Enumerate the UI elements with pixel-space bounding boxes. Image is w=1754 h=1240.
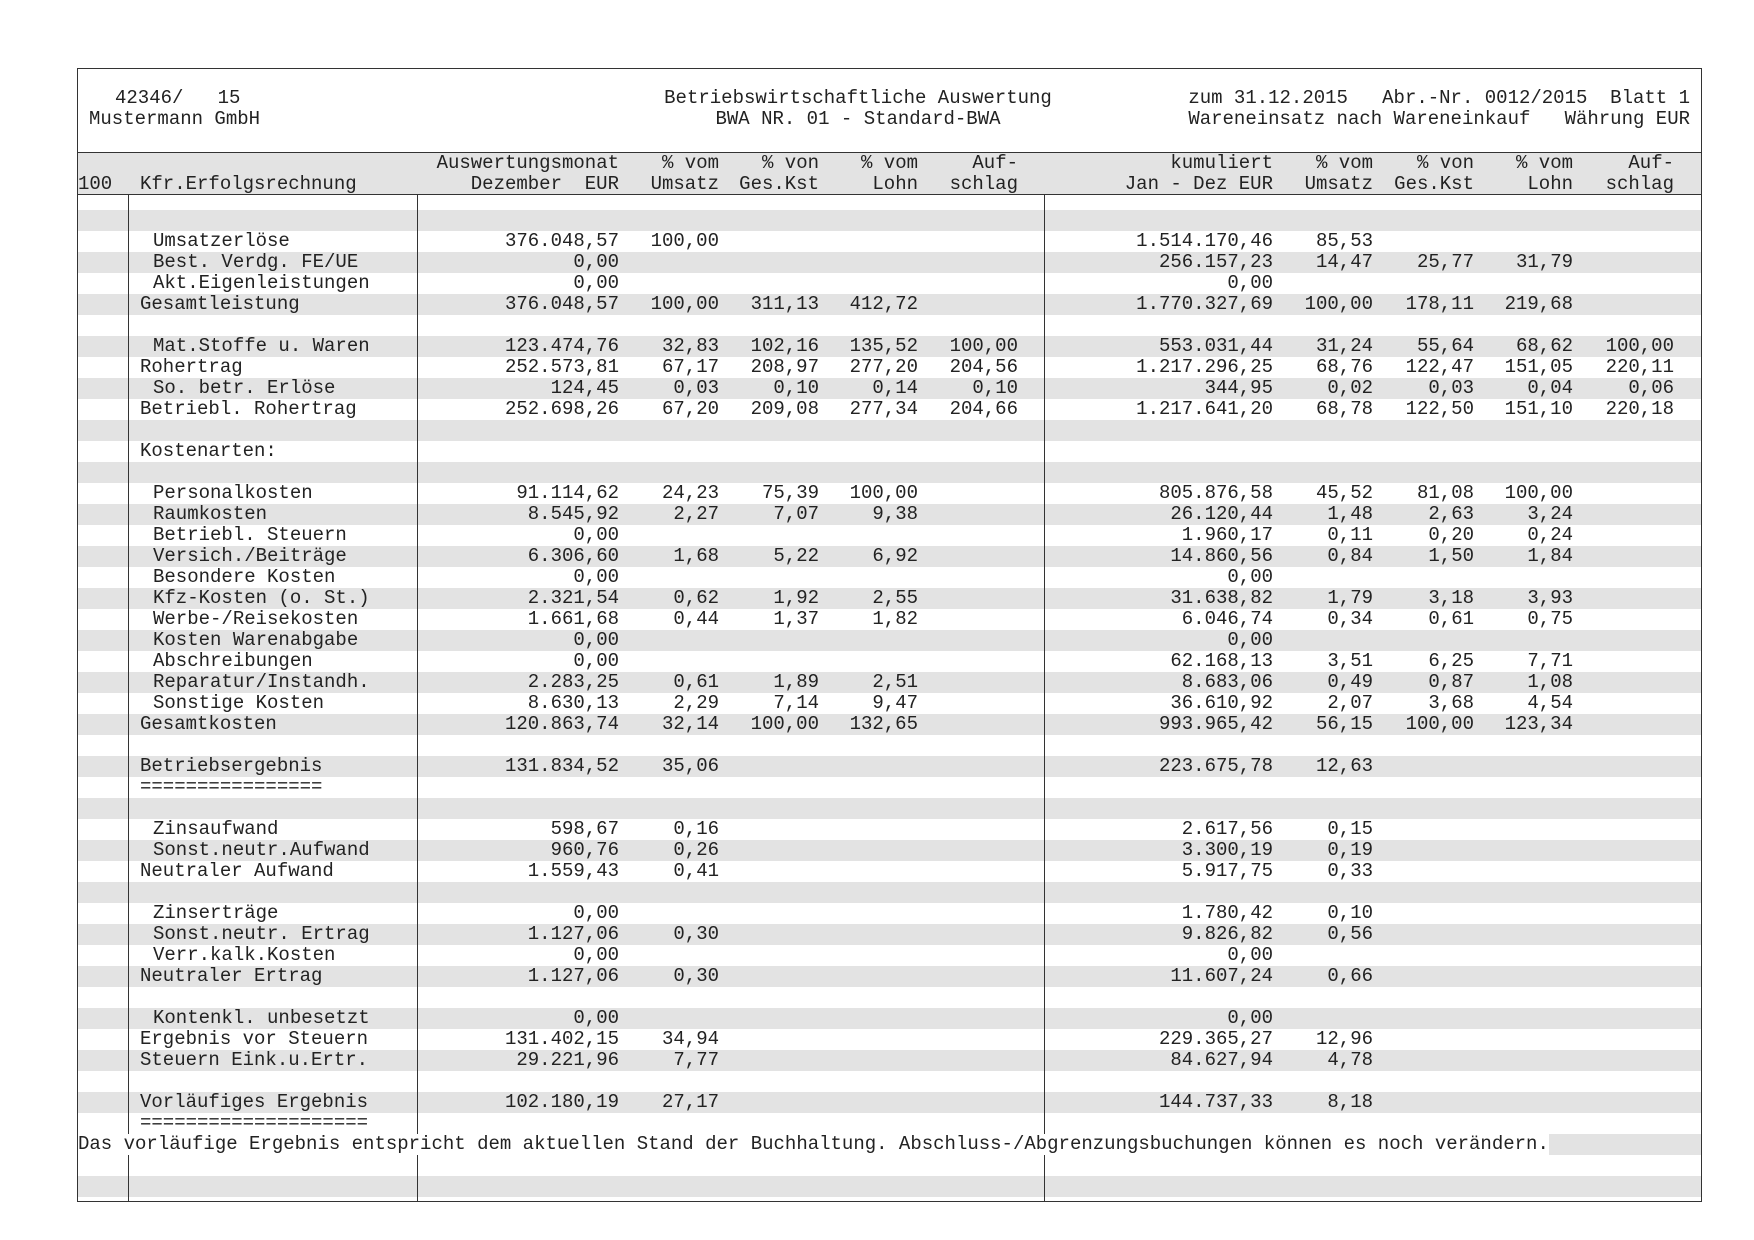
column-header: % vom	[1315, 152, 1373, 174]
report-header	[78, 69, 1701, 153]
month-value: 0,00	[573, 251, 619, 273]
row-label: Kostenarten:	[140, 440, 277, 462]
row-label: Werbe-/Reisekosten	[153, 608, 359, 630]
month-value: 0,00	[573, 1007, 619, 1029]
row-label: Raumkosten	[153, 503, 268, 525]
footnote: Das vorläufige Ergebnis entspricht dem aktuellen Stand der Buchhaltung. Abschluss-/Abgrenzungsbuchungen können es noch verändern.	[78, 1133, 1549, 1155]
month-value: 204,56	[949, 356, 1018, 378]
month-value: 252.573,81	[504, 356, 619, 378]
row-label: Zinserträge	[153, 902, 279, 924]
month-value: 131.834,52	[504, 755, 619, 777]
cumulative-value: 219,68	[1504, 293, 1573, 315]
month-value: 208,97	[750, 356, 819, 378]
cumulative-value: 220,11	[1605, 356, 1674, 378]
cumulative-value: 3,93	[1527, 587, 1573, 609]
month-value: 0,61	[673, 671, 719, 693]
cumulative-value: 0,49	[1327, 671, 1373, 693]
row-label: Betriebsergebnis	[140, 755, 323, 777]
cumulative-value: 14,47	[1315, 251, 1373, 273]
cumulative-value: 123,34	[1504, 713, 1573, 735]
month-value: 960,76	[550, 839, 619, 861]
column-header: Ges.Kst	[739, 173, 819, 195]
cumulative-value: 1,48	[1327, 503, 1373, 525]
cumulative-value: 151,10	[1504, 398, 1573, 420]
month-value: 1,92	[773, 587, 819, 609]
cumulative-value: 151,05	[1504, 356, 1573, 378]
month-value: 35,06	[661, 755, 719, 777]
divider-line	[128, 195, 129, 1201]
cumulative-value: 0,04	[1527, 377, 1573, 399]
row-label: Vorläufiges Ergebnis	[140, 1091, 369, 1113]
month-value: 376.048,57	[504, 293, 619, 315]
cumulative-value: 4,78	[1327, 1049, 1373, 1071]
cumulative-value: 1,08	[1527, 671, 1573, 693]
cumulative-value: 229.365,27	[1158, 1028, 1273, 1050]
row-label: Versich./Beiträge	[153, 545, 347, 567]
column-header: % vom	[661, 152, 719, 174]
cumulative-value: 45,52	[1315, 482, 1373, 504]
cumulative-value: 6.046,74	[1181, 608, 1273, 630]
cumulative-value: 3,24	[1527, 503, 1573, 525]
cumulative-value: 5.917,75	[1181, 860, 1273, 882]
cumulative-value: 31.638,82	[1170, 587, 1273, 609]
cumulative-value: 0,20	[1428, 524, 1474, 546]
month-value: 1,37	[773, 608, 819, 630]
month-value: 0,03	[673, 377, 719, 399]
row-label: Sonst.neutr. Ertrag	[153, 923, 370, 945]
cumulative-value: 3,18	[1428, 587, 1474, 609]
month-value: 0,00	[573, 272, 619, 294]
column-header: Jan - Dez EUR	[1124, 173, 1273, 195]
cumulative-value: 0,02	[1327, 377, 1373, 399]
month-value: 0,00	[573, 944, 619, 966]
report-date-line: zum 31.12.2015 Abr.-Nr. 0012/2015 Blatt 1	[1188, 87, 1690, 109]
row-label: Betriebl. Steuern	[153, 524, 347, 546]
cumulative-value: 1,84	[1527, 545, 1573, 567]
month-value: 2.321,54	[527, 587, 619, 609]
row-label: Mat.Stoffe u. Waren	[153, 335, 370, 357]
column-header: Ges.Kst	[1394, 173, 1474, 195]
cumulative-value: 100,00	[1405, 713, 1474, 735]
row-label: Ergebnis vor Steuern	[140, 1028, 369, 1050]
row-label: Neutraler Aufwand	[140, 860, 334, 882]
cumulative-value: 0,00	[1227, 1007, 1273, 1029]
row-label: Verr.kalk.Kosten	[153, 944, 336, 966]
month-value: 0,10	[972, 377, 1018, 399]
month-value: 311,13	[750, 293, 819, 315]
month-value: 2,55	[872, 587, 918, 609]
month-value: 9,47	[872, 692, 918, 714]
row-label: Gesamtleistung	[140, 293, 300, 315]
column-header: Umsatz	[1304, 173, 1373, 195]
column-header: % von	[1416, 152, 1474, 174]
column-header: Lohn	[1527, 173, 1573, 195]
column-header: % vom	[860, 152, 918, 174]
cumulative-value: 26.120,44	[1170, 503, 1273, 525]
row-label: Personalkosten	[153, 482, 313, 504]
row-label: Betriebl. Rohertrag	[140, 398, 357, 420]
cumulative-value: 178,11	[1405, 293, 1474, 315]
stripe-band	[78, 420, 1701, 441]
divider-line	[1044, 195, 1045, 1201]
row-label: Kosten Warenabgabe	[153, 629, 359, 651]
cumulative-value: 1,50	[1428, 545, 1474, 567]
month-value: 9,38	[872, 503, 918, 525]
cumulative-value: 84.627,94	[1170, 1049, 1273, 1071]
cumulative-value: 1.770.327,69	[1136, 293, 1273, 315]
month-value: 1,89	[773, 671, 819, 693]
cumulative-value: 100,00	[1504, 482, 1573, 504]
cumulative-value: 0,11	[1327, 524, 1373, 546]
cumulative-value: 553.031,44	[1158, 335, 1273, 357]
month-value: 0,00	[573, 566, 619, 588]
month-value: 0,26	[673, 839, 719, 861]
cumulative-value: 0,34	[1327, 608, 1373, 630]
month-value: 34,94	[661, 1028, 719, 1050]
cumulative-value: 0,87	[1428, 671, 1474, 693]
month-value: 0,30	[673, 923, 719, 945]
report-title: Betriebswirtschaftliche Auswertung	[664, 87, 1052, 109]
column-header: Auf-	[972, 152, 1018, 174]
row-label: Reparatur/Instandh.	[153, 671, 370, 693]
cumulative-value: 2.617,56	[1181, 818, 1273, 840]
column-header: % vom	[1515, 152, 1573, 174]
cumulative-value: 31,79	[1515, 251, 1573, 273]
column-header: Umsatz	[650, 173, 719, 195]
month-value: 7,77	[673, 1049, 719, 1071]
month-value: 2,29	[673, 692, 719, 714]
row-label: Sonst.neutr.Aufwand	[153, 839, 370, 861]
cumulative-value: 0,84	[1327, 545, 1373, 567]
month-value: 6.306,60	[527, 545, 619, 567]
cumulative-value: 11.607,24	[1170, 965, 1273, 987]
cumulative-value: 14.860,56	[1170, 545, 1273, 567]
month-value: 6,92	[872, 545, 918, 567]
row-label: Zinsaufwand	[153, 818, 279, 840]
cumulative-value: 223.675,78	[1158, 755, 1273, 777]
cumulative-value: 0,56	[1327, 923, 1373, 945]
cumulative-value: 1.960,17	[1181, 524, 1273, 546]
month-value: 1.559,43	[527, 860, 619, 882]
month-value: 100,00	[949, 335, 1018, 357]
row-label: Neutraler Ertrag	[140, 965, 323, 987]
cumulative-value: 0,19	[1327, 839, 1373, 861]
cumulative-value: 85,53	[1315, 230, 1373, 252]
month-value: 277,34	[849, 398, 918, 420]
stripe-band	[78, 210, 1701, 231]
month-value: 209,08	[750, 398, 819, 420]
cumulative-value: 100,00	[1605, 335, 1674, 357]
month-value: 8.545,92	[527, 503, 619, 525]
month-value: 67,17	[661, 356, 719, 378]
month-value: 1.127,06	[527, 923, 619, 945]
month-value: 376.048,57	[504, 230, 619, 252]
cumulative-value: 0,00	[1227, 566, 1273, 588]
cumulative-value: 0,61	[1428, 608, 1474, 630]
month-value: 0,30	[673, 965, 719, 987]
column-header: kumuliert	[1170, 152, 1273, 174]
row-label: ====================	[140, 1112, 369, 1134]
cumulative-value: 8,18	[1327, 1091, 1373, 1113]
month-value: 32,83	[661, 335, 719, 357]
report-method-line: Wareneinsatz nach Wareneinkauf Währung EUR	[1188, 108, 1690, 130]
cumulative-value: 25,77	[1416, 251, 1474, 273]
cumulative-value: 68,78	[1315, 398, 1373, 420]
month-value: 2,51	[872, 671, 918, 693]
month-value: 0,10	[773, 377, 819, 399]
month-value: 0,44	[673, 608, 719, 630]
cumulative-value: 7,71	[1527, 650, 1573, 672]
cumulative-value: 344,95	[1204, 377, 1273, 399]
row-label: Steuern Eink.u.Ertr.	[140, 1049, 369, 1071]
month-value: 67,20	[661, 398, 719, 420]
header-row-number: 100	[78, 173, 113, 195]
column-header: % von	[761, 152, 819, 174]
cumulative-value: 100,00	[1304, 293, 1373, 315]
cumulative-value: 9.826,82	[1181, 923, 1273, 945]
month-value: 102.180,19	[504, 1091, 619, 1113]
cumulative-value: 144.737,33	[1158, 1091, 1273, 1113]
month-value: 123.474,76	[504, 335, 619, 357]
row-label: Kfz-Kosten (o. St.)	[153, 587, 370, 609]
row-label: Akt.Eigenleistungen	[153, 272, 370, 294]
column-header: schlag	[949, 173, 1018, 195]
month-value: 1.661,68	[527, 608, 619, 630]
cumulative-value: 1.217.641,20	[1136, 398, 1273, 420]
month-value: 100,00	[849, 482, 918, 504]
cumulative-value: 0,06	[1628, 377, 1674, 399]
month-value: 75,39	[761, 482, 819, 504]
month-value: 277,20	[849, 356, 918, 378]
stripe-band	[78, 462, 1701, 483]
cumulative-value: 68,62	[1515, 335, 1573, 357]
cumulative-value: 0,15	[1327, 818, 1373, 840]
cumulative-value: 122,47	[1405, 356, 1474, 378]
cumulative-value: 3,68	[1428, 692, 1474, 714]
row-label: So. betr. Erlöse	[153, 377, 336, 399]
month-value: 8.630,13	[527, 692, 619, 714]
cumulative-value: 0,75	[1527, 608, 1573, 630]
month-value: 0,14	[872, 377, 918, 399]
month-value: 32,14	[661, 713, 719, 735]
month-value: 91.114,62	[516, 482, 619, 504]
row-label: Sonstige Kosten	[153, 692, 325, 714]
client-number: 42346/ 15	[115, 87, 241, 109]
month-value: 29.221,96	[516, 1049, 619, 1071]
cumulative-value: 0,24	[1527, 524, 1573, 546]
column-header: Auf-	[1628, 152, 1674, 174]
cumulative-value: 256.157,23	[1158, 251, 1273, 273]
month-value: 124,45	[550, 377, 619, 399]
row-label: Umsatzerlöse	[153, 230, 290, 252]
report-subtitle: BWA NR. 01 - Standard-BWA	[715, 108, 1001, 130]
cumulative-value: 3,51	[1327, 650, 1373, 672]
cumulative-value: 8.683,06	[1181, 671, 1273, 693]
row-label: Kontenkl. unbesetzt	[153, 1007, 370, 1029]
month-value: 1.127,06	[527, 965, 619, 987]
cumulative-value: 1.780,42	[1181, 902, 1273, 924]
cumulative-value: 55,64	[1416, 335, 1474, 357]
cumulative-value: 0,00	[1227, 272, 1273, 294]
month-value: 598,67	[550, 818, 619, 840]
month-value: 2,27	[673, 503, 719, 525]
cumulative-value: 62.168,13	[1170, 650, 1273, 672]
row-label: Abschreibungen	[153, 650, 313, 672]
cumulative-value: 805.876,58	[1158, 482, 1273, 504]
cumulative-value: 2,63	[1428, 503, 1474, 525]
cumulative-value: 1.514.170,46	[1136, 230, 1273, 252]
month-value: 0,00	[573, 524, 619, 546]
month-value: 0,00	[573, 650, 619, 672]
cumulative-value: 0,03	[1428, 377, 1474, 399]
cumulative-value: 0,66	[1327, 965, 1373, 987]
cumulative-value: 12,63	[1315, 755, 1373, 777]
column-header: Dezember EUR	[470, 173, 619, 195]
month-value: 100,00	[650, 230, 719, 252]
month-value: 102,16	[750, 335, 819, 357]
month-value: 7,07	[773, 503, 819, 525]
month-value: 100,00	[750, 713, 819, 735]
month-value: 7,14	[773, 692, 819, 714]
month-value: 1,68	[673, 545, 719, 567]
cumulative-value: 3.300,19	[1181, 839, 1273, 861]
month-value: 5,22	[773, 545, 819, 567]
month-value: 0,16	[673, 818, 719, 840]
cumulative-value: 122,50	[1405, 398, 1474, 420]
stripe-band	[78, 798, 1701, 819]
divider-line	[417, 195, 418, 1201]
cumulative-value: 36.610,92	[1170, 692, 1273, 714]
row-label: Rohertrag	[140, 356, 243, 378]
cumulative-value: 4,54	[1527, 692, 1573, 714]
cumulative-value: 220,18	[1605, 398, 1674, 420]
month-value: 0,41	[673, 860, 719, 882]
header-position: Kfr.Erfolgsrechnung	[140, 173, 357, 195]
stripe-band	[78, 1176, 1701, 1197]
cumulative-value: 6,25	[1428, 650, 1474, 672]
month-value: 132,65	[849, 713, 918, 735]
column-header: Lohn	[872, 173, 918, 195]
cumulative-value: 1.217.296,25	[1136, 356, 1273, 378]
month-value: 252.698,26	[504, 398, 619, 420]
cumulative-value: 993.965,42	[1158, 713, 1273, 735]
cumulative-value: 81,08	[1416, 482, 1474, 504]
month-value: 1,82	[872, 608, 918, 630]
month-value: 27,17	[661, 1091, 719, 1113]
month-value: 2.283,25	[527, 671, 619, 693]
stripe-band	[78, 882, 1701, 903]
cumulative-value: 12,96	[1315, 1028, 1373, 1050]
row-label: Gesamtkosten	[140, 713, 277, 735]
row-label: Best. Verdg. FE/UE	[153, 251, 359, 273]
row-label: Besondere Kosten	[153, 566, 336, 588]
month-value: 0,00	[573, 629, 619, 651]
column-header: Auswertungsmonat	[436, 152, 619, 174]
month-value: 131.402,15	[504, 1028, 619, 1050]
cumulative-value: 68,76	[1315, 356, 1373, 378]
month-value: 120.863,74	[504, 713, 619, 735]
bwa-sheet	[77, 68, 1702, 1202]
month-value: 24,23	[661, 482, 719, 504]
column-header: schlag	[1605, 173, 1674, 195]
month-value: 100,00	[650, 293, 719, 315]
cumulative-value: 1,79	[1327, 587, 1373, 609]
month-value: 204,66	[949, 398, 1018, 420]
month-value: 135,52	[849, 335, 918, 357]
month-value: 0,00	[573, 902, 619, 924]
month-value: 0,62	[673, 587, 719, 609]
company-name: Mustermann GmbH	[89, 108, 261, 130]
cumulative-value: 0,10	[1327, 902, 1373, 924]
month-value: 412,72	[849, 293, 918, 315]
cumulative-value: 0,00	[1227, 629, 1273, 651]
column-headers	[78, 153, 1701, 195]
cumulative-value: 0,00	[1227, 944, 1273, 966]
cumulative-value: 56,15	[1315, 713, 1373, 735]
cumulative-value: 2,07	[1327, 692, 1373, 714]
cumulative-value: 0,33	[1327, 860, 1373, 882]
cumulative-value: 31,24	[1315, 335, 1373, 357]
row-label: ================	[140, 776, 323, 798]
